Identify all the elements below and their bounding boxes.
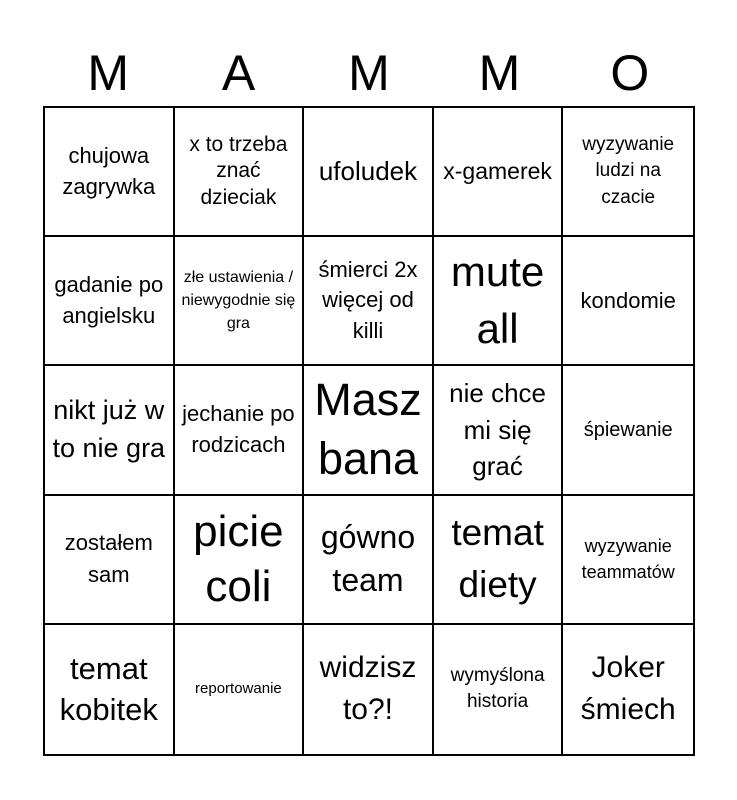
bingo-header — [43, 42, 695, 104]
bingo-board — [43, 106, 695, 756]
bingo-cell-text: nie chce mi się grać — [449, 378, 547, 482]
bingo-cell[interactable] — [304, 366, 434, 495]
bingo-cell[interactable] — [434, 108, 564, 237]
header-letter: A — [221, 45, 256, 101]
bingo-cell-text: nikt już w to nie gra — [52, 395, 166, 463]
bingo-cell[interactable] — [304, 237, 434, 366]
bingo-cell-text: ufoludek — [318, 156, 418, 186]
bingo-cell[interactable] — [563, 625, 693, 754]
bingo-cell-text: widzisz to?! — [319, 651, 417, 727]
bingo-cell-text: x to trzeba znać dzieciak — [189, 133, 288, 209]
bingo-cell[interactable] — [304, 625, 434, 754]
bingo-cell-text: jechanie po rodzicach — [182, 401, 295, 457]
bingo-cell-text: gówno team — [320, 519, 416, 599]
header-letter: M — [348, 45, 390, 101]
bingo-cell[interactable] — [434, 496, 564, 625]
bingo-cell-text: kondomie — [580, 287, 676, 313]
bingo-cell[interactable] — [563, 366, 693, 495]
bingo-cell-text: Joker śmiech — [580, 651, 676, 727]
header-letter: O — [610, 45, 650, 101]
bingo-cell-text: chujowa zagrywka — [62, 142, 156, 199]
bingo-cell[interactable] — [45, 237, 175, 366]
bingo-cell[interactable] — [175, 625, 305, 754]
bingo-cell[interactable] — [175, 108, 305, 237]
bingo-cell[interactable] — [175, 366, 305, 495]
bingo-cell[interactable] — [175, 237, 305, 366]
bingo-cell[interactable] — [563, 237, 693, 366]
bingo-cell-text: x-gamerek — [443, 158, 552, 185]
bingo-cell-text: śpiewanie — [583, 418, 673, 441]
bingo-cell-text: wyzywanie ludzi na czacie — [582, 133, 675, 208]
bingo-cell-text: wymyślona historia — [450, 664, 545, 713]
bingo-cell-text: złe ustawienia / niewygodnie się gra — [181, 269, 296, 333]
bingo-cell-text: śmierci 2x więcej od killi — [318, 256, 418, 344]
bingo-cell[interactable] — [45, 625, 175, 754]
bingo-cell-text: temat diety — [451, 512, 544, 606]
bingo-cell[interactable] — [563, 496, 693, 625]
bingo-cell[interactable] — [304, 108, 434, 237]
bingo-cell[interactable] — [175, 496, 305, 625]
bingo-cell[interactable] — [45, 108, 175, 237]
bingo-cell-text: reportowanie — [195, 680, 282, 698]
bingo-cell-text: gadanie po angielsku — [54, 271, 164, 328]
bingo-cell[interactable] — [434, 625, 564, 754]
bingo-cell[interactable] — [45, 496, 175, 625]
bingo-cell[interactable] — [434, 366, 564, 495]
bingo-cell-text: mute all — [450, 248, 545, 352]
header-letter: M — [87, 45, 130, 101]
bingo-cell[interactable] — [434, 237, 564, 366]
bingo-cell-text: Masz bana — [314, 374, 422, 484]
bingo-cell-text: wyzywanie teammatów — [581, 536, 675, 583]
bingo-cell-text: picie coli — [193, 507, 284, 612]
header-letter: M — [478, 45, 521, 101]
bingo-cell[interactable] — [45, 366, 175, 495]
bingo-cell-text: temat kobitek — [59, 650, 158, 728]
bingo-cell[interactable] — [304, 496, 434, 625]
bingo-cell[interactable] — [563, 108, 693, 237]
bingo-cell-text: zostałem sam — [64, 530, 153, 588]
